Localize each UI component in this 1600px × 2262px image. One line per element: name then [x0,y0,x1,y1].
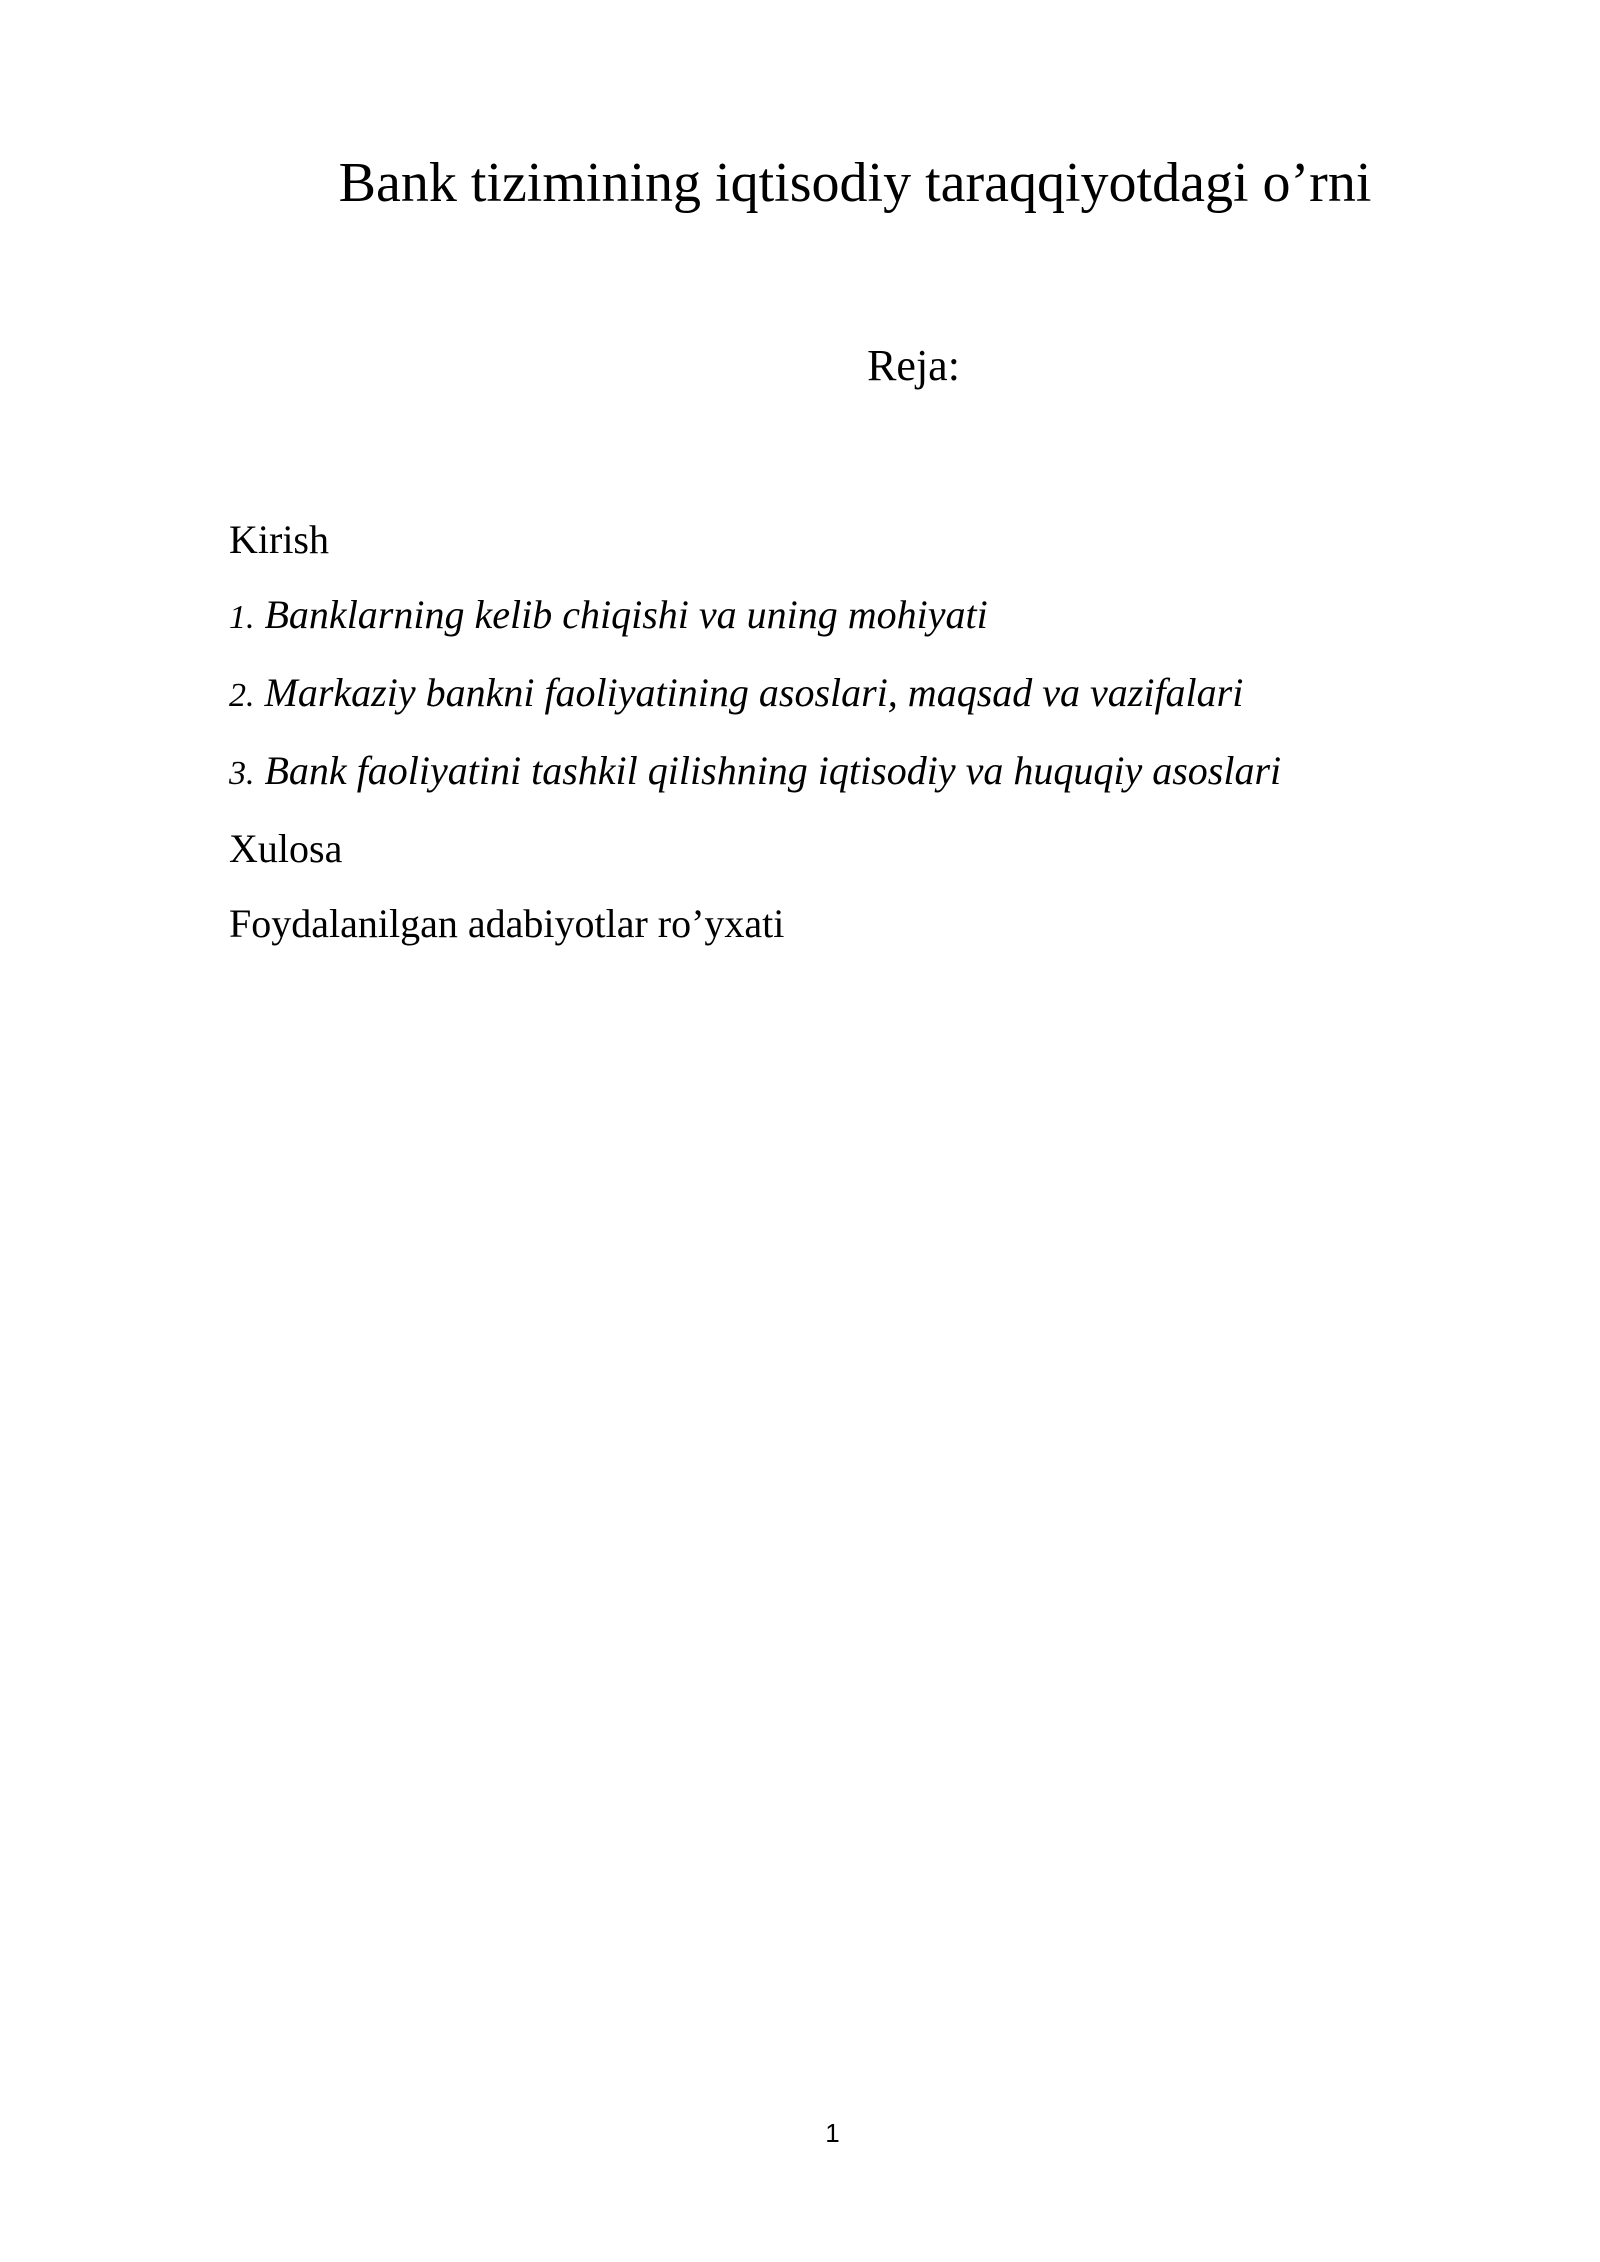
plan-item-text: Markaziy bankni faoliyatining asoslari, maqsad va vazifalari [264,670,1244,715]
plan-item-introduction [229,502,1281,577]
plan-item-number: 2. [229,677,255,714]
plan-item-3 [229,733,1281,811]
document-title: Bank tizimining iqtisodiy taraqqiyotdagi o’rni [338,152,1372,214]
plan-item-text: Kirish [229,517,329,562]
plan-item-conclusion [229,811,1281,886]
plan-item-1 [229,577,1281,655]
plan-heading: Reja: [867,341,960,390]
plan-item-text: Bank faoliyatini tashkil qilishning iqtisodiy va huquqiy asoslari [264,748,1282,793]
page-number: 1 [825,2118,840,2148]
plan-item-number: 3. [229,755,255,792]
plan-item-text: Xulosa [229,826,343,871]
plan-item-text: Banklarning kelib chiqishi va uning mohiyati [264,592,988,637]
plan-list [229,502,1281,961]
plan-item-2 [229,655,1281,733]
plan-item-number: 1. [229,599,255,636]
plan-item-references [229,886,1281,961]
plan-item-text: Foydalanilgan adabiyotlar ro’yxati [229,901,785,946]
